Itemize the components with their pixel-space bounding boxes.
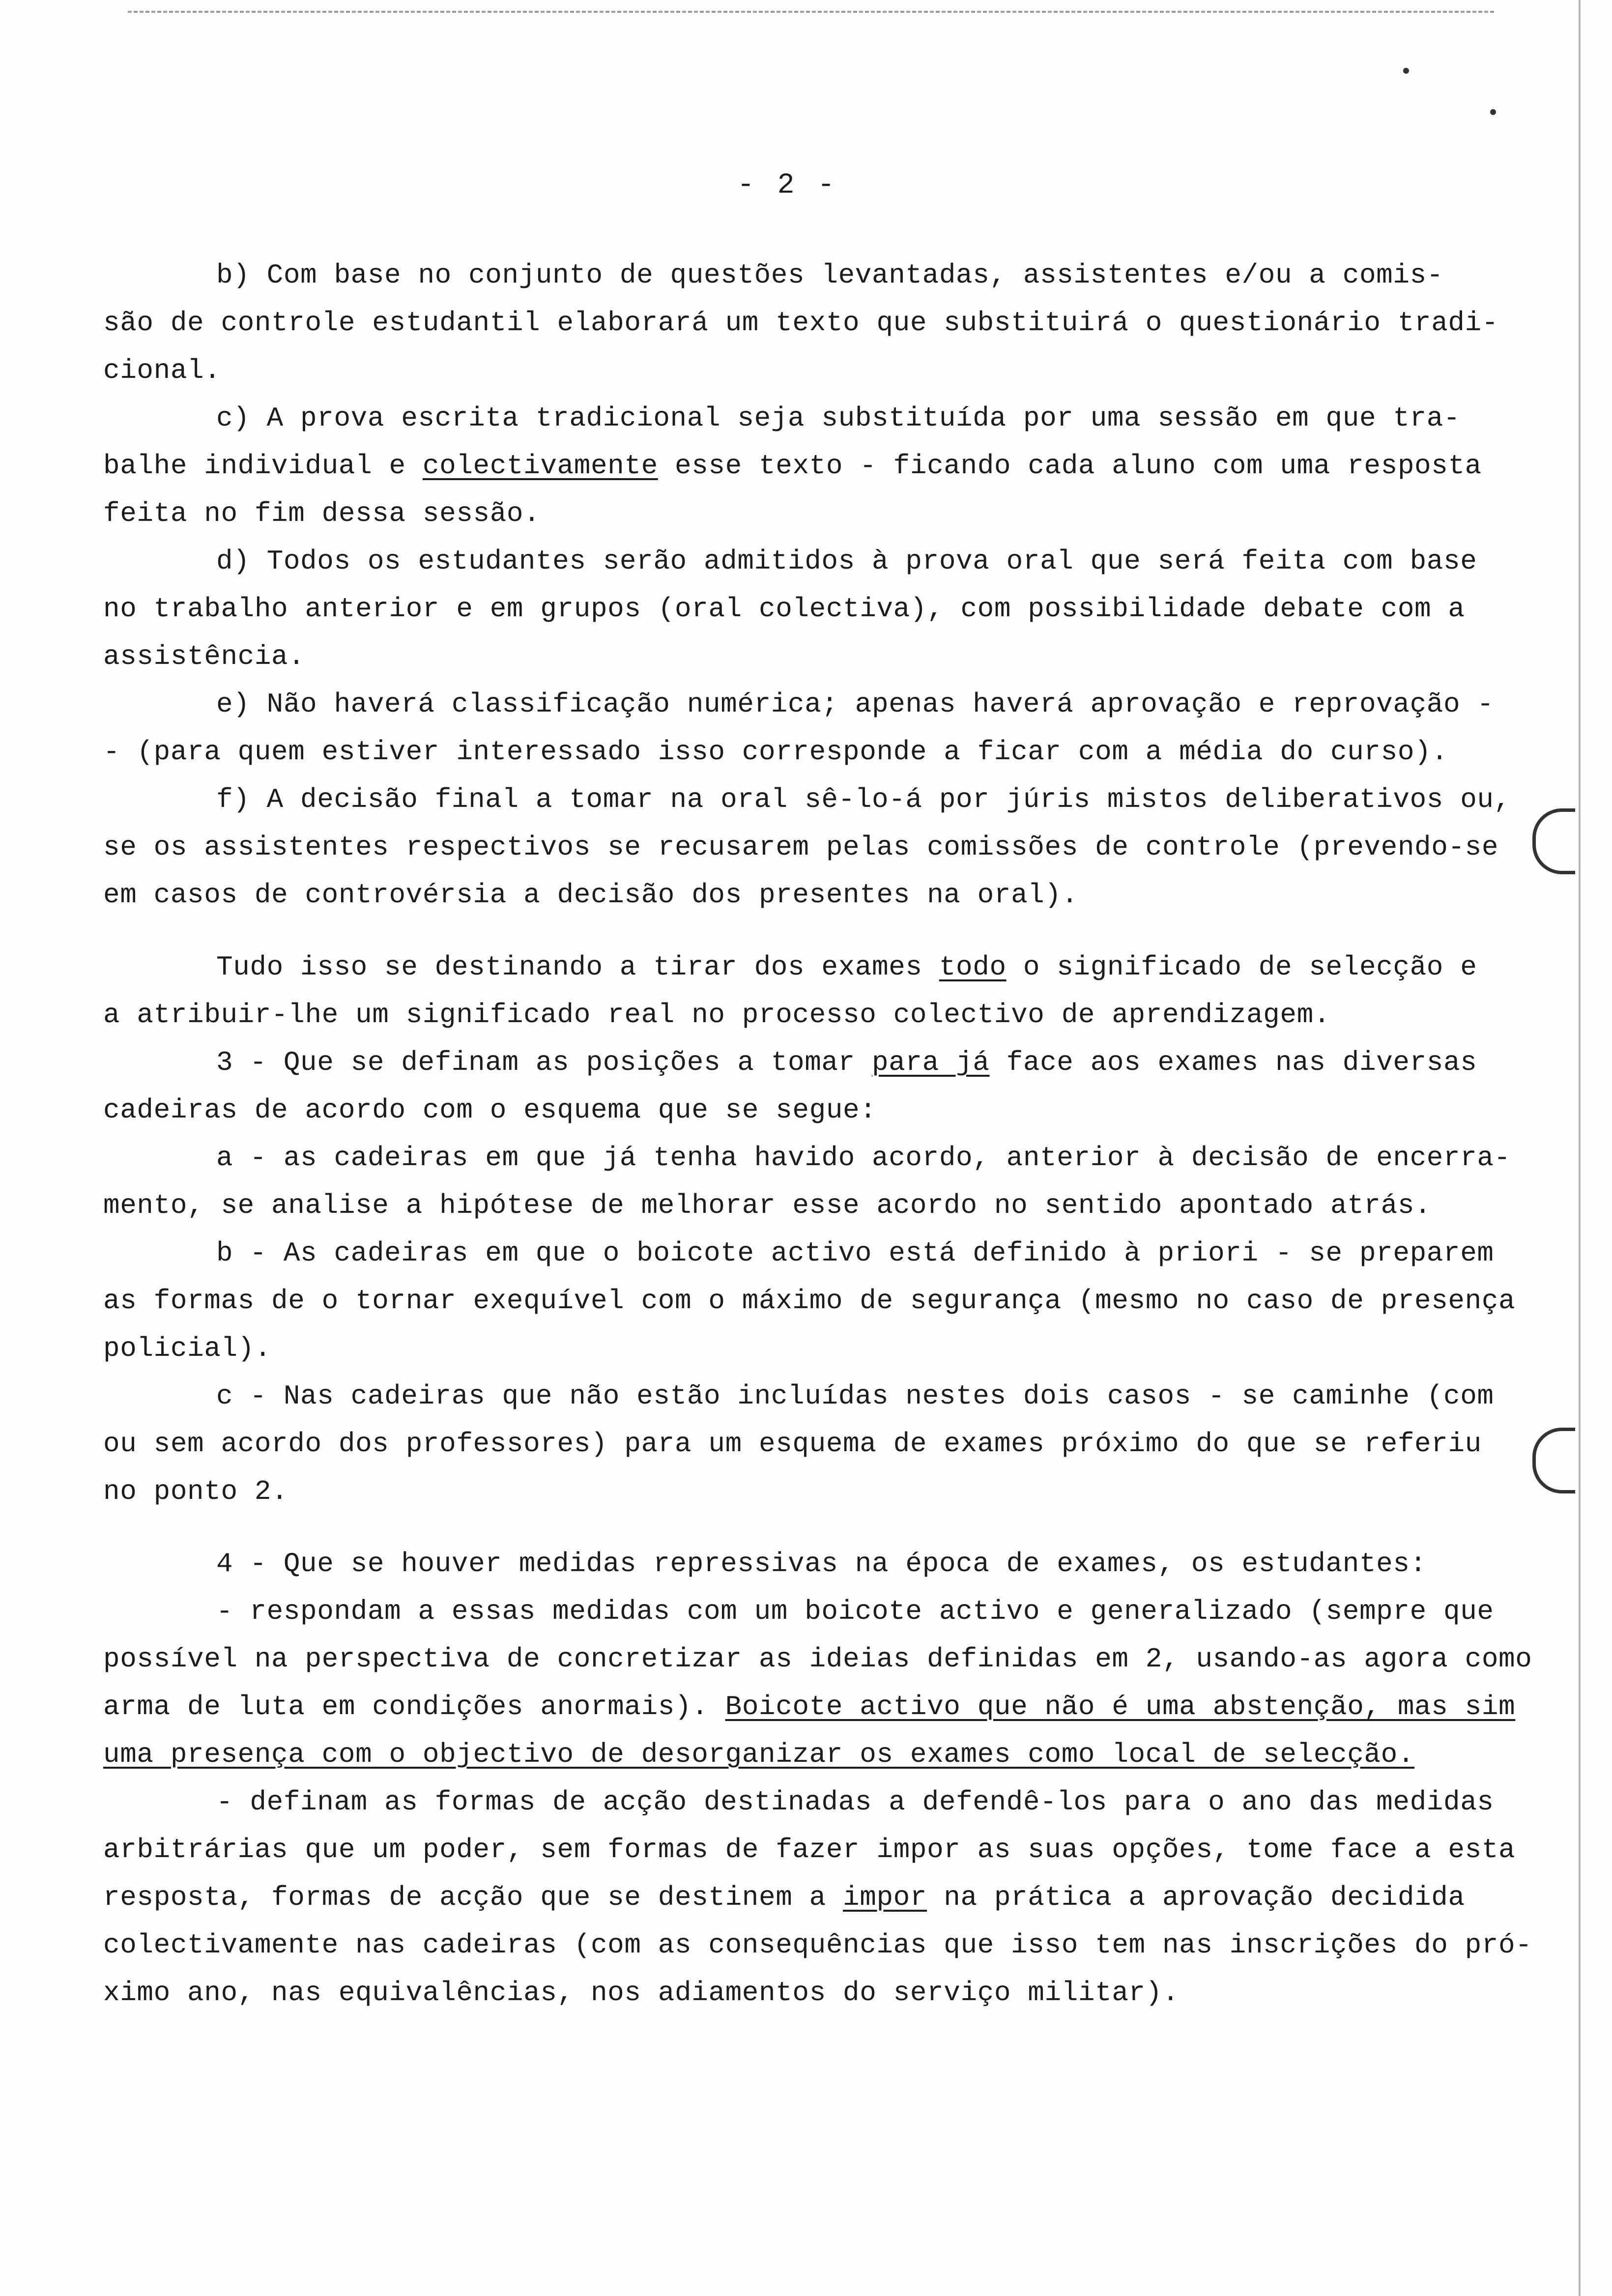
text-segment: e) Não haverá classificação numérica; apenas haverá aprovação e reprovação - [216, 689, 1494, 720]
text-segment: c) A prova escrita tradicional seja substituída por uma sessão em que tra- [216, 402, 1461, 434]
text-segment: o significado de selecção e [1006, 951, 1477, 983]
text-line [216, 782, 1511, 817]
text-segment: balhe individual e [103, 450, 423, 482]
text-segment: cadeiras de acordo com o esquema que se segue: [103, 1094, 877, 1126]
text-segment: c - Nas cadeiras que não estão incluídas nestes dois casos - se caminhe (com [216, 1380, 1494, 1412]
text-segment: ou sem acordo dos professores) para um esquema de exames próximo do que se referiu [103, 1428, 1482, 1460]
text-segment: arbitrárias que um poder, sem formas de fazer impor as suas opções, tome face a esta [103, 1834, 1516, 1866]
scan-speck [1403, 68, 1409, 74]
text-segment: feita no fim dessa sessão. [103, 498, 541, 529]
text-segment: 4 - Que se houver medidas repressivas na época de exames, os estudantes: [216, 1548, 1427, 1579]
text-segment: as formas de o tornar exequível com o máximo de segurança (mesmo no caso de presença [103, 1285, 1516, 1317]
text-line [103, 353, 221, 388]
text-segment: f) A decisão final a tomar na oral sê-lo-á por júris mistos deliberativos ou, [216, 784, 1511, 815]
text-line [216, 1045, 1477, 1080]
text-line [103, 998, 1330, 1032]
text-segment: a atribuir-lhe um significado real no processo colectivo de aprendizagem. [103, 999, 1330, 1031]
text-segment: na prática a aprovação decidida [927, 1882, 1465, 1913]
text-line [103, 306, 1498, 340]
text-segment: são de controle estudantil elaborará um texto que substituirá o questionário tradi- [103, 307, 1499, 339]
text-segment: colectivamente nas cadeiras (com as consequências que isso tem nas inscrições do pró- [103, 1929, 1532, 1961]
text-segment: mento, se analise a hipótese de melhorar esse acordo no sentido apontado atrás. [103, 1190, 1432, 1221]
underlined-text: colectivamente [422, 450, 658, 482]
text-segment: b - As cadeiras em que o boicote activo está definido à priori - se preparem [216, 1237, 1494, 1269]
text-line [216, 401, 1460, 435]
text-line [103, 1976, 1179, 2010]
text-segment: no ponto 2. [103, 1476, 288, 1507]
text-segment: ximo ano, nas equivalências, nos adiamentos do serviço militar). [103, 1977, 1180, 2009]
text-line [103, 449, 1482, 483]
text-segment: - respondam a essas medidas com um boicote activo e generalizado (sempre que [216, 1596, 1494, 1627]
text-line [103, 1642, 1532, 1676]
text-segment: - definam as formas de acção destinadas a defendê-los para o ano das medidas [216, 1786, 1494, 1818]
text-line [103, 1474, 288, 1509]
text-segment: face aos exames nas diversas [989, 1047, 1477, 1078]
text-line [103, 735, 1448, 769]
underlined-text: impor [843, 1882, 927, 1913]
text-line [103, 1833, 1515, 1867]
punch-hole [1532, 1428, 1575, 1493]
scan-top-rule [128, 11, 1494, 13]
text-segment: possível na perspectiva de concretizar as ideias definidas em 2, usando-as agora como [103, 1643, 1532, 1675]
text-line [103, 878, 1078, 912]
text-line [103, 496, 540, 531]
text-line [103, 1690, 1515, 1724]
underlined-text: uma presença com o objectivo de desorganizar os exames como local de selecção. [103, 1739, 1415, 1770]
text-line [216, 544, 1477, 578]
text-segment: arma de luta em condições anormais). [103, 1691, 725, 1722]
text-segment: resposta, formas de acção que se destinem a [103, 1882, 843, 1913]
text-segment: d) Todos os estudantes serão admitidos à prova oral que será feita com base [216, 545, 1477, 577]
text-line [216, 1236, 1494, 1270]
text-line [103, 1880, 1465, 1915]
text-segment: se os assistentes respectivos se recusarem pelas comissões de controle (prevendo-se [103, 832, 1499, 863]
text-line [103, 592, 1465, 626]
text-line [103, 1093, 876, 1127]
text-segment: no trabalho anterior e em grupos (oral colectiva), com possibilidade debate com a [103, 593, 1465, 625]
text-segment: policial). [103, 1333, 272, 1364]
scan-right-edge [1579, 0, 1581, 2296]
text-segment: esse texto - ficando cada aluno com uma resposta [658, 450, 1482, 482]
underlined-text: Boicote activo que não é uma abstenção, mas sim [725, 1691, 1516, 1722]
text-line [216, 1785, 1494, 1819]
text-line [216, 1141, 1511, 1175]
text-segment: - (para quem estiver interessado isso corresponde a ficar com a média do curso). [103, 736, 1448, 768]
text-line [216, 1594, 1494, 1629]
text-line [103, 1737, 1414, 1772]
text-segment: assistência. [103, 641, 305, 672]
text-line [103, 1928, 1532, 1962]
text-line [103, 1331, 271, 1366]
text-line [216, 687, 1494, 721]
punch-hole [1532, 808, 1575, 874]
scan-speck [1490, 109, 1496, 115]
text-line [103, 1188, 1431, 1223]
text-line [216, 1379, 1494, 1413]
text-line [216, 950, 1477, 984]
underlined-text: para já [872, 1047, 990, 1078]
text-segment: Tudo isso se destinando a tirar dos exames [216, 951, 939, 983]
text-line [103, 1427, 1482, 1461]
text-segment: em casos de controvérsia a decisão dos presentes na oral). [103, 879, 1078, 911]
text-line [103, 639, 305, 674]
text-line [216, 1547, 1427, 1581]
page-number: - 2 - [737, 170, 838, 201]
text-segment: a - as cadeiras em que já tenha havido acordo, anterior à decisão de encerra- [216, 1142, 1511, 1174]
text-line [216, 258, 1443, 292]
text-segment: 3 - Que se definam as posições a tomar [216, 1047, 872, 1078]
text-line [103, 1284, 1515, 1318]
text-segment: b) Com base no conjunto de questões levantadas, assistentes e/ou a comis- [216, 259, 1443, 291]
text-line [103, 830, 1498, 864]
underlined-text: todo [939, 951, 1007, 983]
text-segment: cional. [103, 355, 221, 386]
